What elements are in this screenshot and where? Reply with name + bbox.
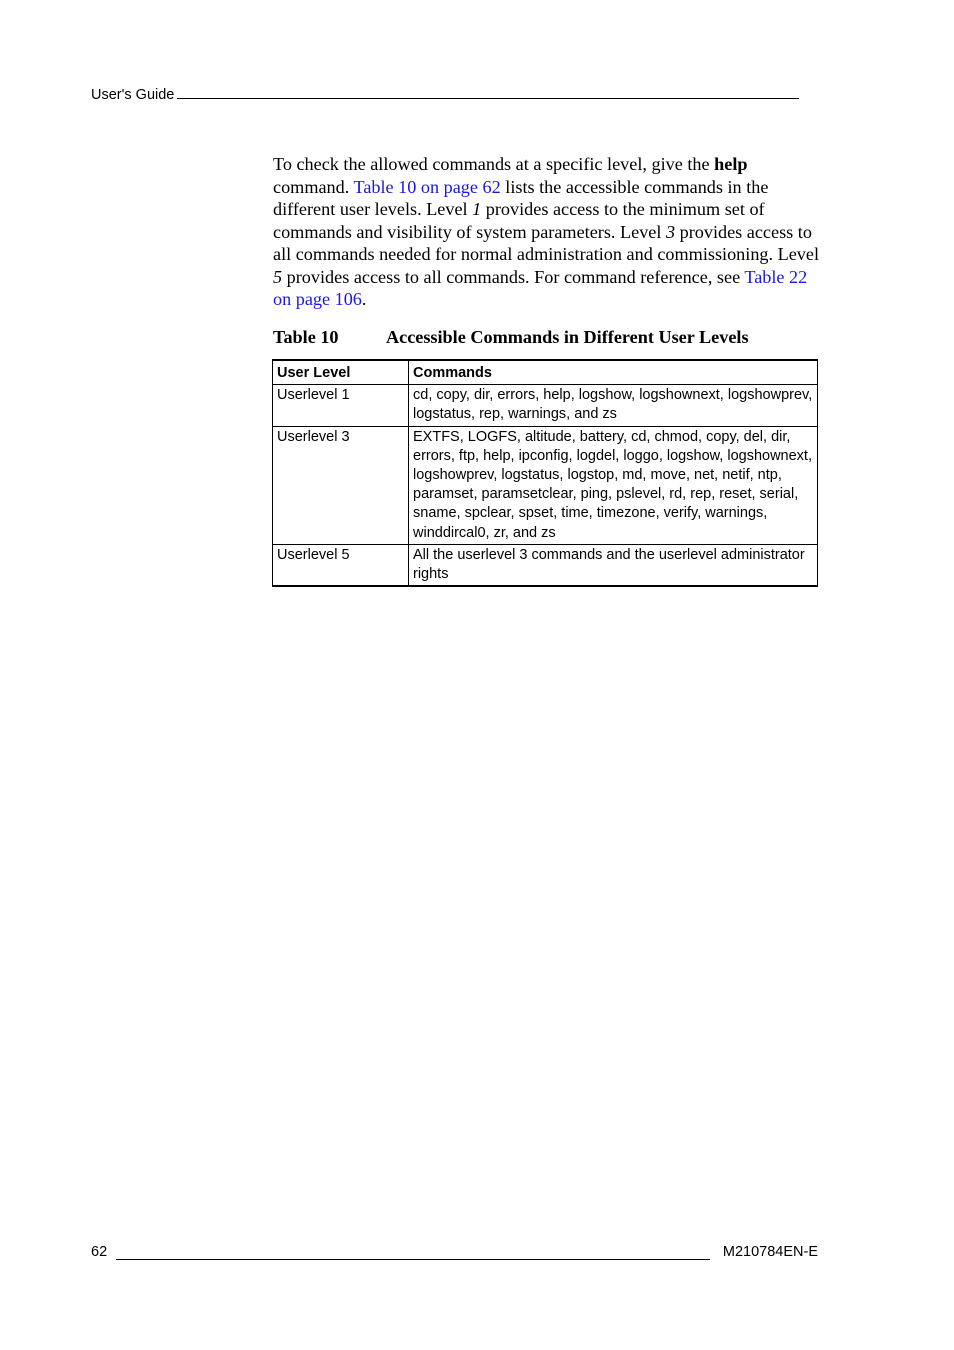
table-row xyxy=(273,544,818,586)
document-id: M210784EN-E xyxy=(722,1244,818,1260)
paragraph-text: To check the allowed commands at a specific level, give the xyxy=(273,154,715,174)
user-level-cell: Userlevel 1 xyxy=(273,385,409,426)
footer-rule xyxy=(116,1259,710,1260)
paragraph-text: provides access to all commands needed for normal administration and commissioning. Level xyxy=(273,221,819,264)
page-footer xyxy=(91,1243,818,1263)
table-22-link[interactable]: Table 22 on page 106 xyxy=(273,266,808,309)
level-5-term: 5 xyxy=(273,266,283,287)
table-caption-title: Accessible Commands in Different User Levels xyxy=(386,327,749,347)
paragraph-text: provides access to the minimum set of commands and visibility of system parameters. Level xyxy=(273,199,765,242)
help-command-term: help xyxy=(714,154,748,174)
paragraph-text: provides access to all commands. For command reference, see xyxy=(282,266,745,287)
header-rule xyxy=(177,98,799,99)
page-number: 62 xyxy=(91,1244,108,1260)
commands-cell: All the userlevel 3 commands and the userlevel administrator rights xyxy=(409,544,818,586)
table-10-link[interactable]: Table 10 on page 62 xyxy=(353,176,501,197)
paragraph-text: . xyxy=(361,289,367,309)
table-header-row xyxy=(273,360,818,385)
user-level-cell: Userlevel 3 xyxy=(273,426,409,544)
level-1-term: 1 xyxy=(472,199,482,219)
column-header-user-level: User Level xyxy=(273,360,409,385)
level-3-term: 3 xyxy=(665,221,676,242)
user-level-cell: Userlevel 5 xyxy=(273,544,409,586)
paragraph-text: command. xyxy=(273,176,354,197)
paragraph-text: lists the accessible commands in the different user levels. Level xyxy=(273,176,769,219)
column-header-commands: Commands xyxy=(409,360,818,385)
table-row xyxy=(273,385,818,426)
table-caption-number: Table 10 xyxy=(273,327,339,347)
commands-cell: EXTFS, LOGFS, altitude, battery, cd, chmod, copy, del, dir, errors, ftp, help, ipconfig, logdel, loggo, logshow, logshownext, logshowprev, logstatus, logstop, md, move, net, netif, ntp, paramset, paramsetclear, ping, pslevel, rd, rep, reset, serial, sname, spclear, spset, time, timezone, verify, warnings, winddircal0, zr, and zs xyxy=(409,426,818,544)
intro-paragraph xyxy=(273,153,823,311)
user-levels-table xyxy=(272,359,818,587)
commands-cell: cd, copy, dir, errors, help, logshow, logshownext, logshowprev, logstatus, rep, warnings, and zs xyxy=(409,385,818,426)
header-title: User's Guide xyxy=(91,87,175,103)
table-caption xyxy=(273,326,823,348)
table-row xyxy=(273,426,818,544)
page-header xyxy=(91,86,811,104)
